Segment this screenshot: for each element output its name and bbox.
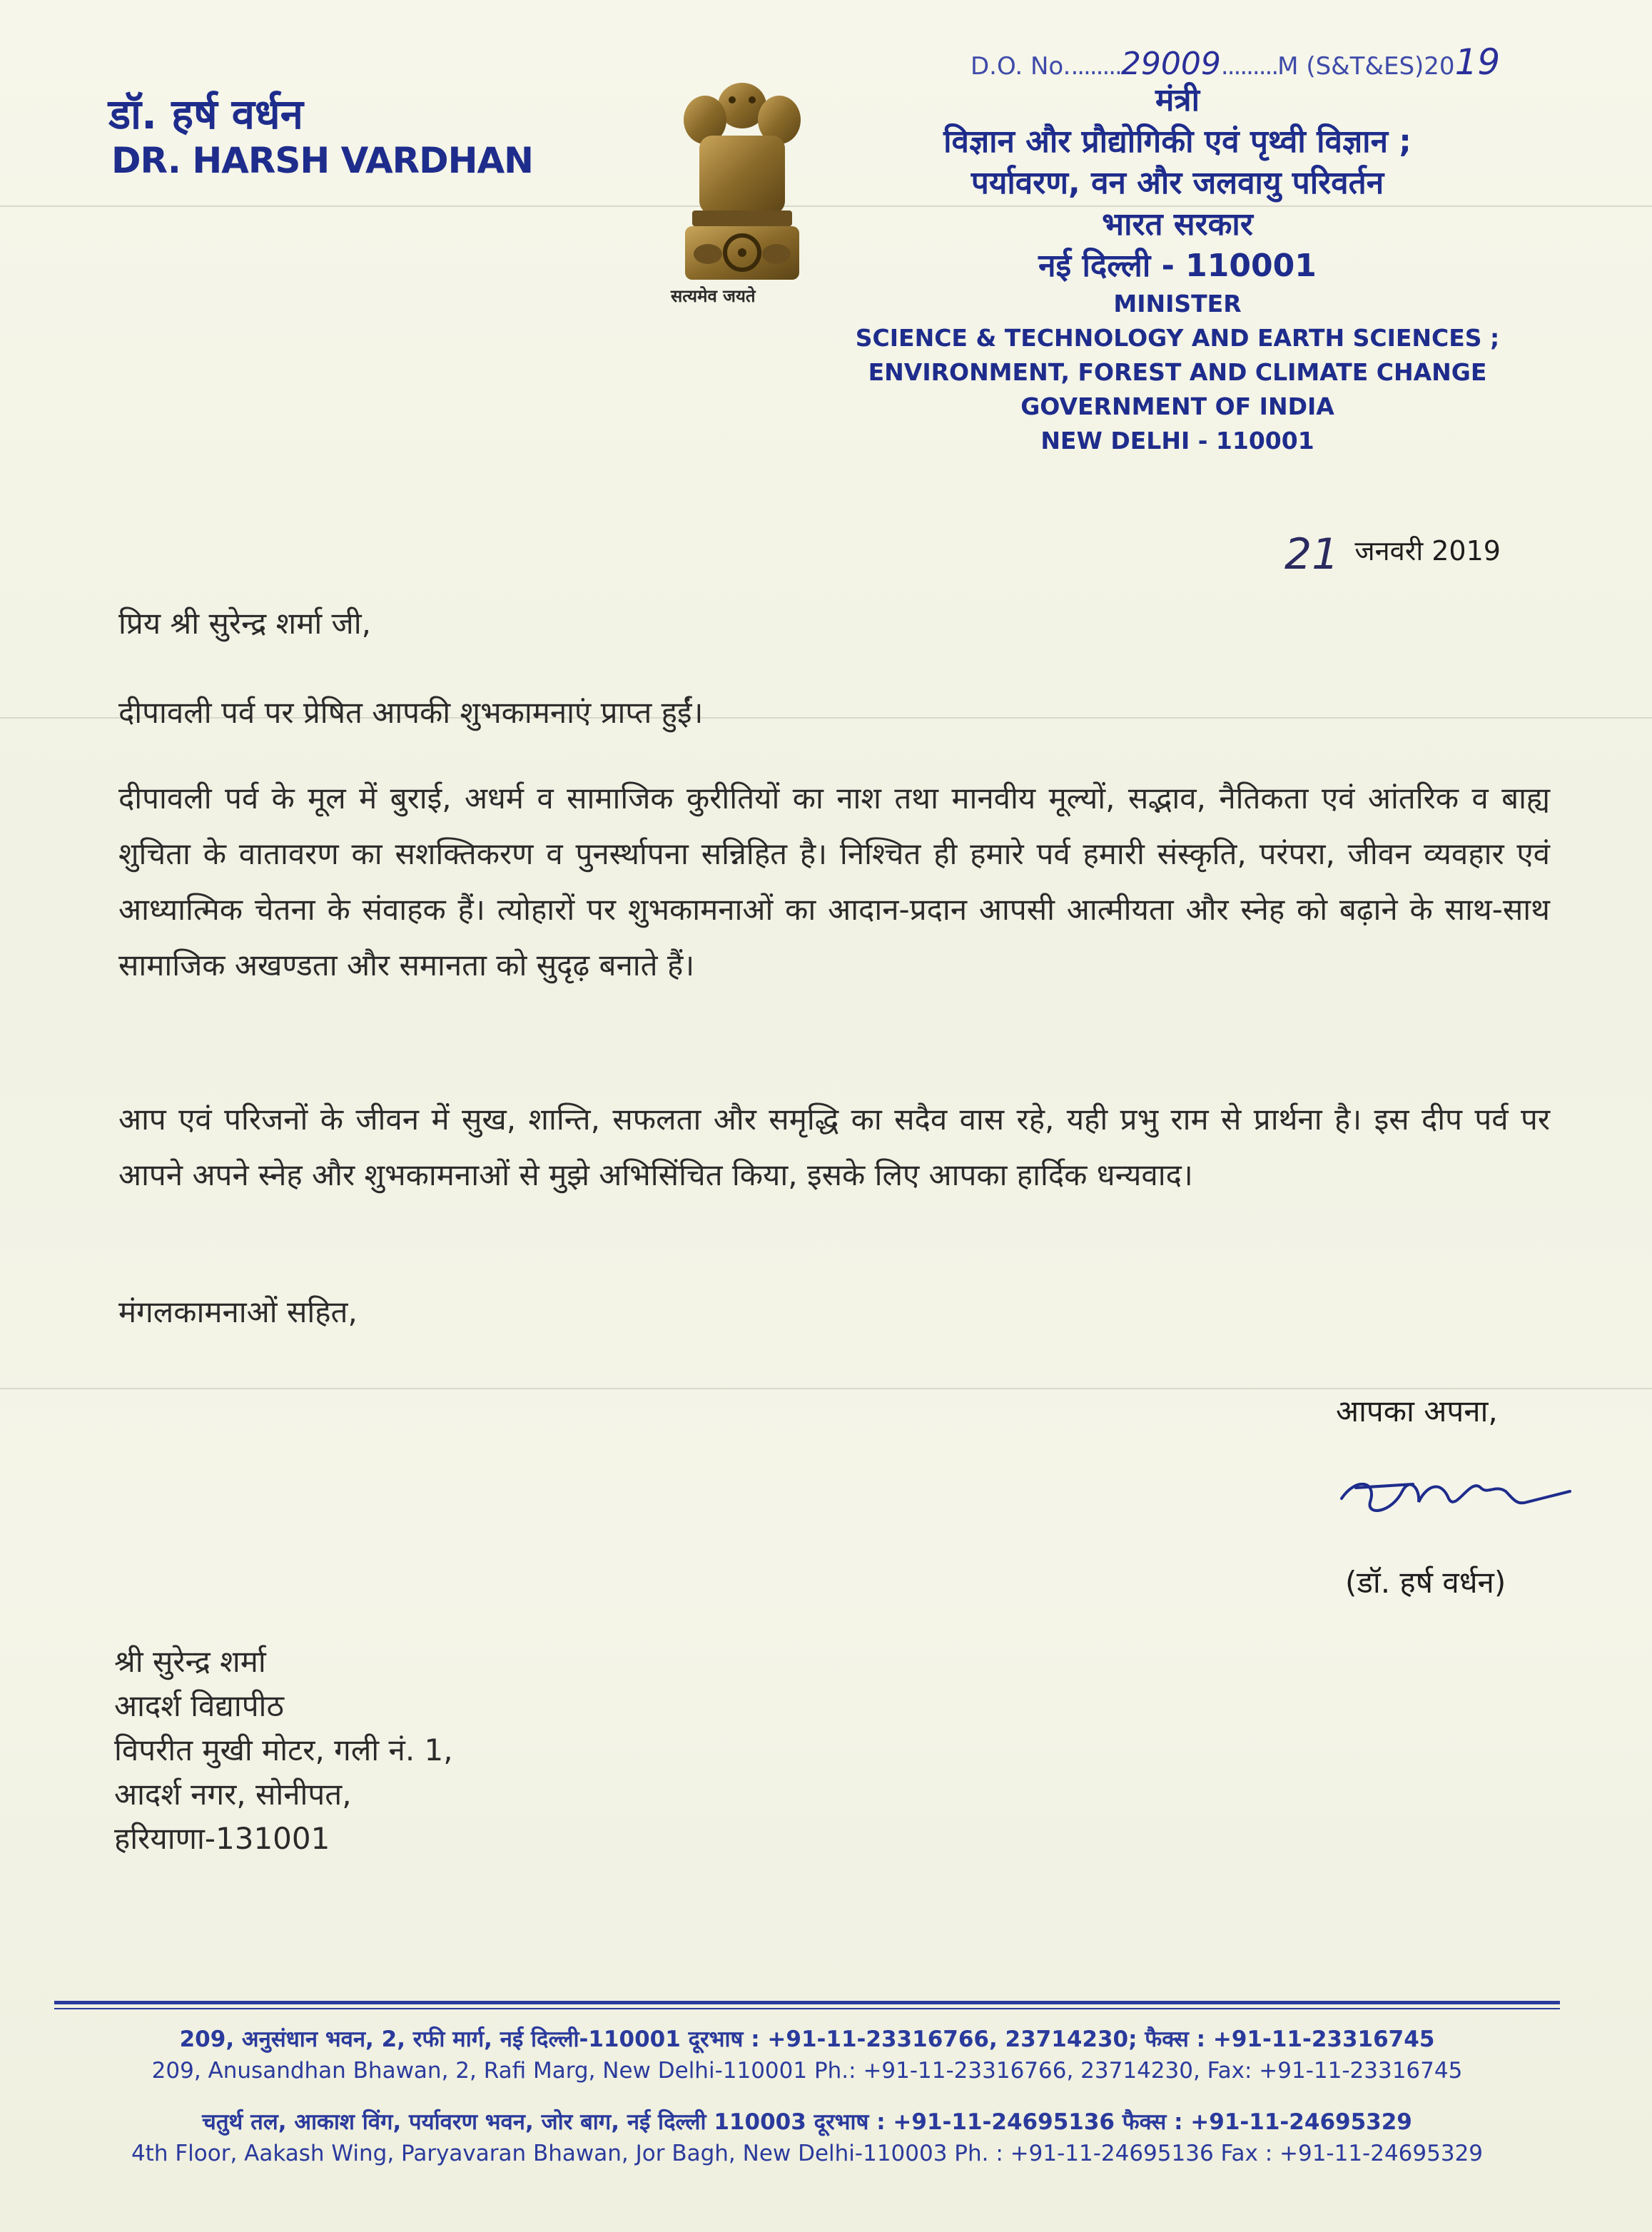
recipient-line-3: विपरीत मुखी मोटर, गली नं. 1, — [114, 1733, 453, 1767]
paper-fold — [0, 1388, 1652, 1389]
footer-address-1-hindi: 209, अनुसंधान भवन, 2, रफी मार्ग, नई दिल्ली-110001 दूरभाष : +91-11-23316766, 23714230; फैक्स : +91-11-23316745 — [179, 2026, 1435, 2052]
footer-rule — [54, 2008, 1560, 2009]
signed-name: (डॉ. हर्ष वर्धन) — [1345, 1565, 1506, 1600]
letter-date — [1284, 521, 1501, 579]
footer-address-1-english: 209, Anusandhan Bhawan, 2, Rafi Marg, New Delhi-110001 Ph.: +91-11-23316766, 23714230, Fax: +91-11-23316745 — [151, 2058, 1463, 2084]
recipient-line-4: आदर्श नगर, सोनीपत, — [114, 1777, 352, 1812]
do-prefix: D.O. No. — [971, 52, 1071, 81]
sender-name-hindi: डॉ. हर्ष वर्धन — [108, 90, 303, 138]
recipient-address — [114, 1640, 453, 1861]
recipient-line-5: हरियाणा-131001 — [114, 1821, 330, 1856]
emblem-motto: सत्यमेव जयते — [671, 286, 756, 306]
recipient-line-1: श्री सुरेन्द्र शर्मा — [114, 1644, 266, 1679]
paragraph-1: दीपावली पर्व पर प्रेषित आपकी शुभकामनाएं प्राप्त हुईं। — [118, 695, 704, 730]
title-hindi-4: भारत सरकार — [1102, 206, 1253, 243]
do-suffix: M (S&T&ES)20 — [1277, 52, 1455, 81]
date-day: 21 — [1284, 529, 1339, 579]
title-english-4: GOVERNMENT OF INDIA — [1020, 392, 1334, 420]
do-number: 29009 — [1120, 46, 1221, 82]
title-hindi-1: मंत्री — [1155, 82, 1200, 118]
sign-off: आपका अपना, — [1336, 1394, 1498, 1429]
salutation: प्रिय श्री सुरेन्द्र शर्मा जी, — [118, 606, 371, 641]
national-emblem-icon — [664, 71, 821, 307]
title-hindi-2: विज्ञान और प्रौद्योगिकी एवं पृथ्वी विज्ञान ; — [943, 123, 1412, 160]
minister-title-block — [821, 80, 1534, 458]
recipient-line-2: आदर्श विद्यापीठ — [114, 1688, 284, 1723]
closing: मंगलकामनाओं सहित, — [118, 1294, 358, 1329]
do-number-line: D.O. No.........29009.........M (S&T&ES)2019 — [971, 41, 1501, 83]
sender-name-english: DR. HARSH VARDHAN — [111, 140, 534, 181]
signature-icon — [1334, 1449, 1606, 1534]
paragraph-3: आप एवं परिजनों के जीवन में सुख, शान्ति, सफलता और समृद्धि का सदैव वास रहे, यही प्रभु राम से प्रार्थना है। इस दीप पर्व पर आपने अपने स्नेह और शुभकामनाओं से मुझे अभिसिंचित किया, इसके लिए आपका हार्दिक धन्यवाद। — [118, 1102, 1550, 1192]
title-english-5: NEW DELHI - 110001 — [1040, 427, 1314, 455]
footer-rule — [54, 2001, 1560, 2004]
title-english-3: ENVIRONMENT, FOREST AND CLIMATE CHANGE — [868, 358, 1487, 386]
title-english-1: MINISTER — [1113, 290, 1242, 318]
title-english-2: SCIENCE & TECHNOLOGY AND EARTH SCIENCES ; — [855, 324, 1500, 352]
footer-address-2-hindi: चतुर्थ तल, आकाश विंग, पर्यावरण भवन, जोर बाग, नई दिल्ली 110003 दूरभाष : +91-11-24695136 फैक्स : +91-11-24695329 — [202, 2109, 1412, 2135]
paragraph-2: दीपावली पर्व के मूल में बुराई, अधर्म व सामाजिक कुरीतियों का नाश तथा मानवीय मूल्यों, सद्भाव, नैतिकता एवं आंतरिक व बाह्य शुचिता के वातावरण का सशक्तिकरण व पुनर्स्थापना सन्निहित है। निश्चित ही हमारे पर्व हमारी संस्कृति, परंपरा, जीवन व्यवहार एवं आध्यात्मिक चेतना के संवाहक हैं। त्योहारों पर शुभकामनाओं का आदान-प्रदान आपसी आत्मीयता और स्नेह को बढ़ाने के साथ-साथ सामाजिक अखण्डता और समानता को सुदृढ़ बनाते हैं। — [118, 781, 1550, 983]
footer-address-2-english: 4th Floor, Aakash Wing, Paryavaran Bhawan, Jor Bagh, New Delhi-110003 Ph. : +91-11-24695136 Fax : +91-11-24695329 — [131, 2141, 1484, 2166]
do-year: 19 — [1454, 41, 1501, 83]
title-hindi-5: नई दिल्ली - 110001 — [1038, 248, 1317, 284]
date-text: जनवरी 2019 — [1354, 535, 1501, 567]
title-hindi-3: पर्यावरण, वन और जलवायु परिवर्तन — [971, 165, 1384, 201]
